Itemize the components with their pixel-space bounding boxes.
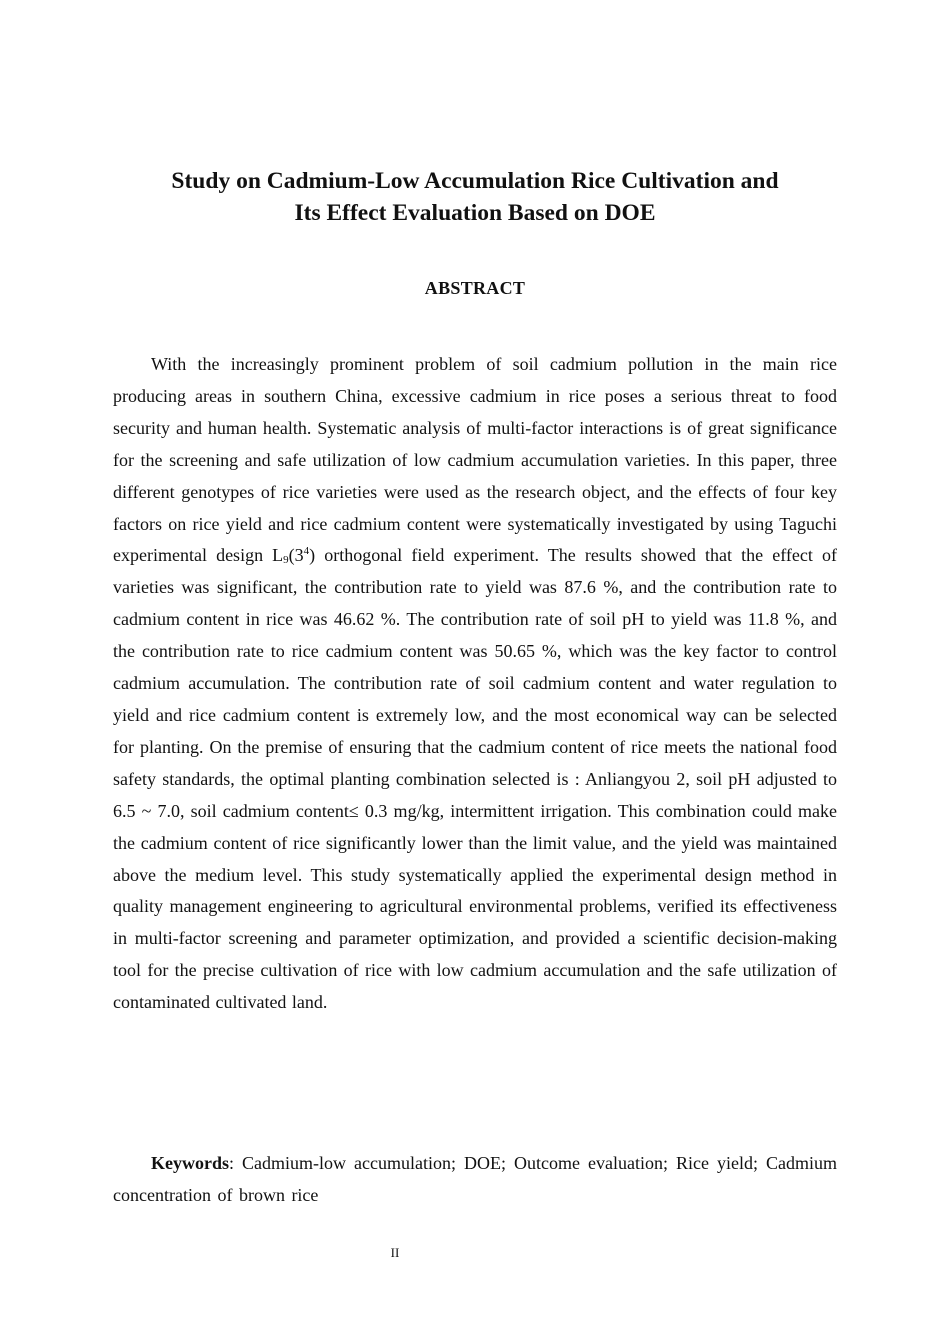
abstract-heading: ABSTRACT — [424, 278, 526, 298]
keywords-separator: : — [229, 1153, 243, 1173]
abstract-text-part-1: With the increasingly prominent problem of soil cadmium pollution in the main rice producing areas in southern China, excessive cadmium in rice poses a serious threat to food security and human health. Systematic analysis of multi-factor interactions is of great significance for the screening and safe utilization of low cadmium accumulation varieties. In this paper, three different genotypes of rice varieties were used as the research object, and the effects of four key factors on rice yield and rice cadmium content were systematically investigated by using Taguchi experimental design L — [113, 354, 837, 566]
paper-title-line-2: Its Effect Evaluation Based on DOE — [294, 200, 656, 226]
paper-title — [113, 165, 837, 229]
design-base: (3 — [288, 545, 304, 566]
keywords-text: Cadmium-low accumulation; DOE; Outcome evaluation; Rice yield; Cadmium concentration of brown rice — [113, 1153, 837, 1205]
design-subscript: 9 — [283, 554, 289, 567]
keywords-label: Keywords — [151, 1153, 229, 1173]
paper-title-line-1: Study on Cadmium-Low Accumulation Rice Cultivation and — [171, 168, 779, 194]
design-superscript: 4 — [303, 545, 310, 558]
abstract-body — [113, 349, 837, 1019]
abstract-text-part-2: ) orthogonal field experiment. The results showed that the effect of varieties was significant, the contribution rate to yield was 87.6 %, and the contribution rate to cadmium content in rice was 46.62 %. The contribution rate of soil pH to yield was 11.8 %, and the contribution rate to rice cadmium content was 50.65 %, which was the key factor to control cadmium accumulation. The contribution rate of soil cadmium content and water regulation to yield and rice cadmium content is extremely low, and the most economical way can be selected for planting. On the premise of ensuring that the cadmium content of rice meets the national food safety standards, the optimal planting combination selected is : Anliangyou 2, soil pH adjusted to 6.5 ~ 7.0, soil cadmium content≤ 0.3 mg/kg, intermittent irrigation. This combination could make the cadmium content of rice significantly lower than the limit value, and the yield was maintained above the medium level. This study systematically applied the experimental design method in quality management engineering to agricultural environmental problems, verified its effectiveness in multi-factor screening and parameter optimization, and provided a scientific decision-making tool for the precise cultivation of rice with low cadmium accumulation and the safe utilization of contaminated cultivated land. — [113, 545, 837, 1013]
keywords-paragraph — [113, 1147, 837, 1211]
page-number: II — [390, 1245, 400, 1260]
